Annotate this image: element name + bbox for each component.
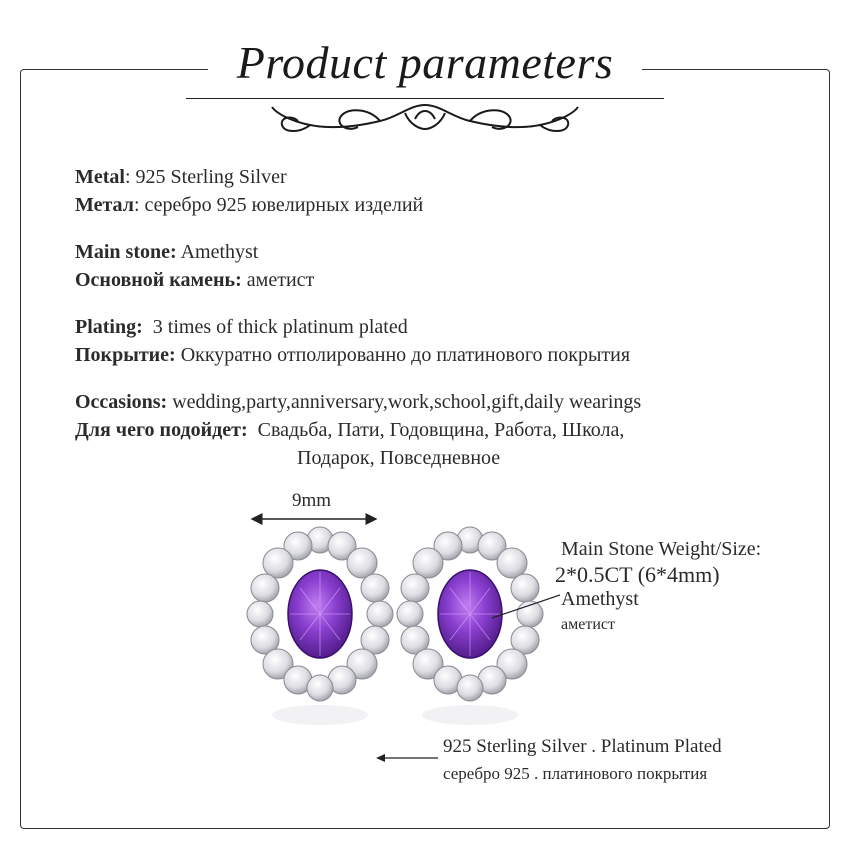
spec-stone-en <box>75 238 641 266</box>
spec-key: Plating: <box>75 316 143 338</box>
stone-heading: Main Stone Weight/Size: <box>561 538 762 560</box>
spec-occasions-en <box>75 388 641 416</box>
flourish-ornament-icon <box>270 99 580 139</box>
spec-key: Metal <box>75 166 125 188</box>
spec-value: серебро 925 ювелирных изделий <box>144 194 424 216</box>
spec-value: 3 times of thick platinum plated <box>152 316 408 338</box>
spec-sep <box>143 316 153 338</box>
page-title: Product parameters <box>236 37 614 88</box>
stone-name-ru: аметист <box>561 616 615 633</box>
spec-value: Оккуратно отполированно до платинового покрытия <box>180 344 631 366</box>
spec-list <box>75 163 641 491</box>
spec-group-occasions <box>75 388 641 472</box>
spec-value: аметист <box>246 269 315 291</box>
earrings-image <box>230 500 560 740</box>
earring-right <box>397 527 543 701</box>
stone-weight: 2*0.5CT (6*4mm) <box>555 562 720 587</box>
spec-plating-en <box>75 313 641 341</box>
spec-key: Покрытие: <box>75 344 176 366</box>
width-label: 9mm <box>292 490 332 511</box>
spec-value: wedding,party,anniversary,work,school,gift,daily wearings <box>172 391 642 413</box>
spec-occasions-ru-cont: Подарок, Повседневное <box>297 447 501 469</box>
spec-group-stone <box>75 238 641 294</box>
spec-group-metal <box>75 163 641 219</box>
metal-note-arrow-icon <box>376 752 440 764</box>
spec-occasions-ru <box>75 416 641 444</box>
metal-note-en: 925 Sterling Silver . Platinum Plated <box>443 736 722 757</box>
stone-callout <box>555 537 762 637</box>
spec-key: Main stone: <box>75 241 177 263</box>
spec-value: Свадьба, Пати, Годовщина, Работа, Школа, <box>257 419 625 441</box>
spec-sep: : <box>133 194 145 216</box>
spec-stone-ru <box>75 266 641 294</box>
spec-sep <box>248 419 258 441</box>
spec-metal-ru <box>75 191 641 219</box>
spec-key: Основной камень: <box>75 269 242 291</box>
spec-value: Amethyst <box>180 241 259 263</box>
spec-value: 925 Sterling Silver <box>135 166 287 188</box>
spec-metal-en <box>75 163 641 191</box>
spec-plating-ru <box>75 341 641 369</box>
spec-sep: : <box>124 166 136 188</box>
spec-key: Метал <box>75 194 134 216</box>
metal-note-ru: серебро 925 . платинового покрытия <box>443 764 708 783</box>
stone-name: Amethyst <box>561 588 639 610</box>
spec-key: Occasions: <box>75 391 168 413</box>
spec-key: Для чего подойдет: <box>75 419 248 441</box>
spec-group-plating <box>75 313 641 369</box>
earring-left <box>247 527 393 701</box>
metal-note <box>443 733 722 787</box>
